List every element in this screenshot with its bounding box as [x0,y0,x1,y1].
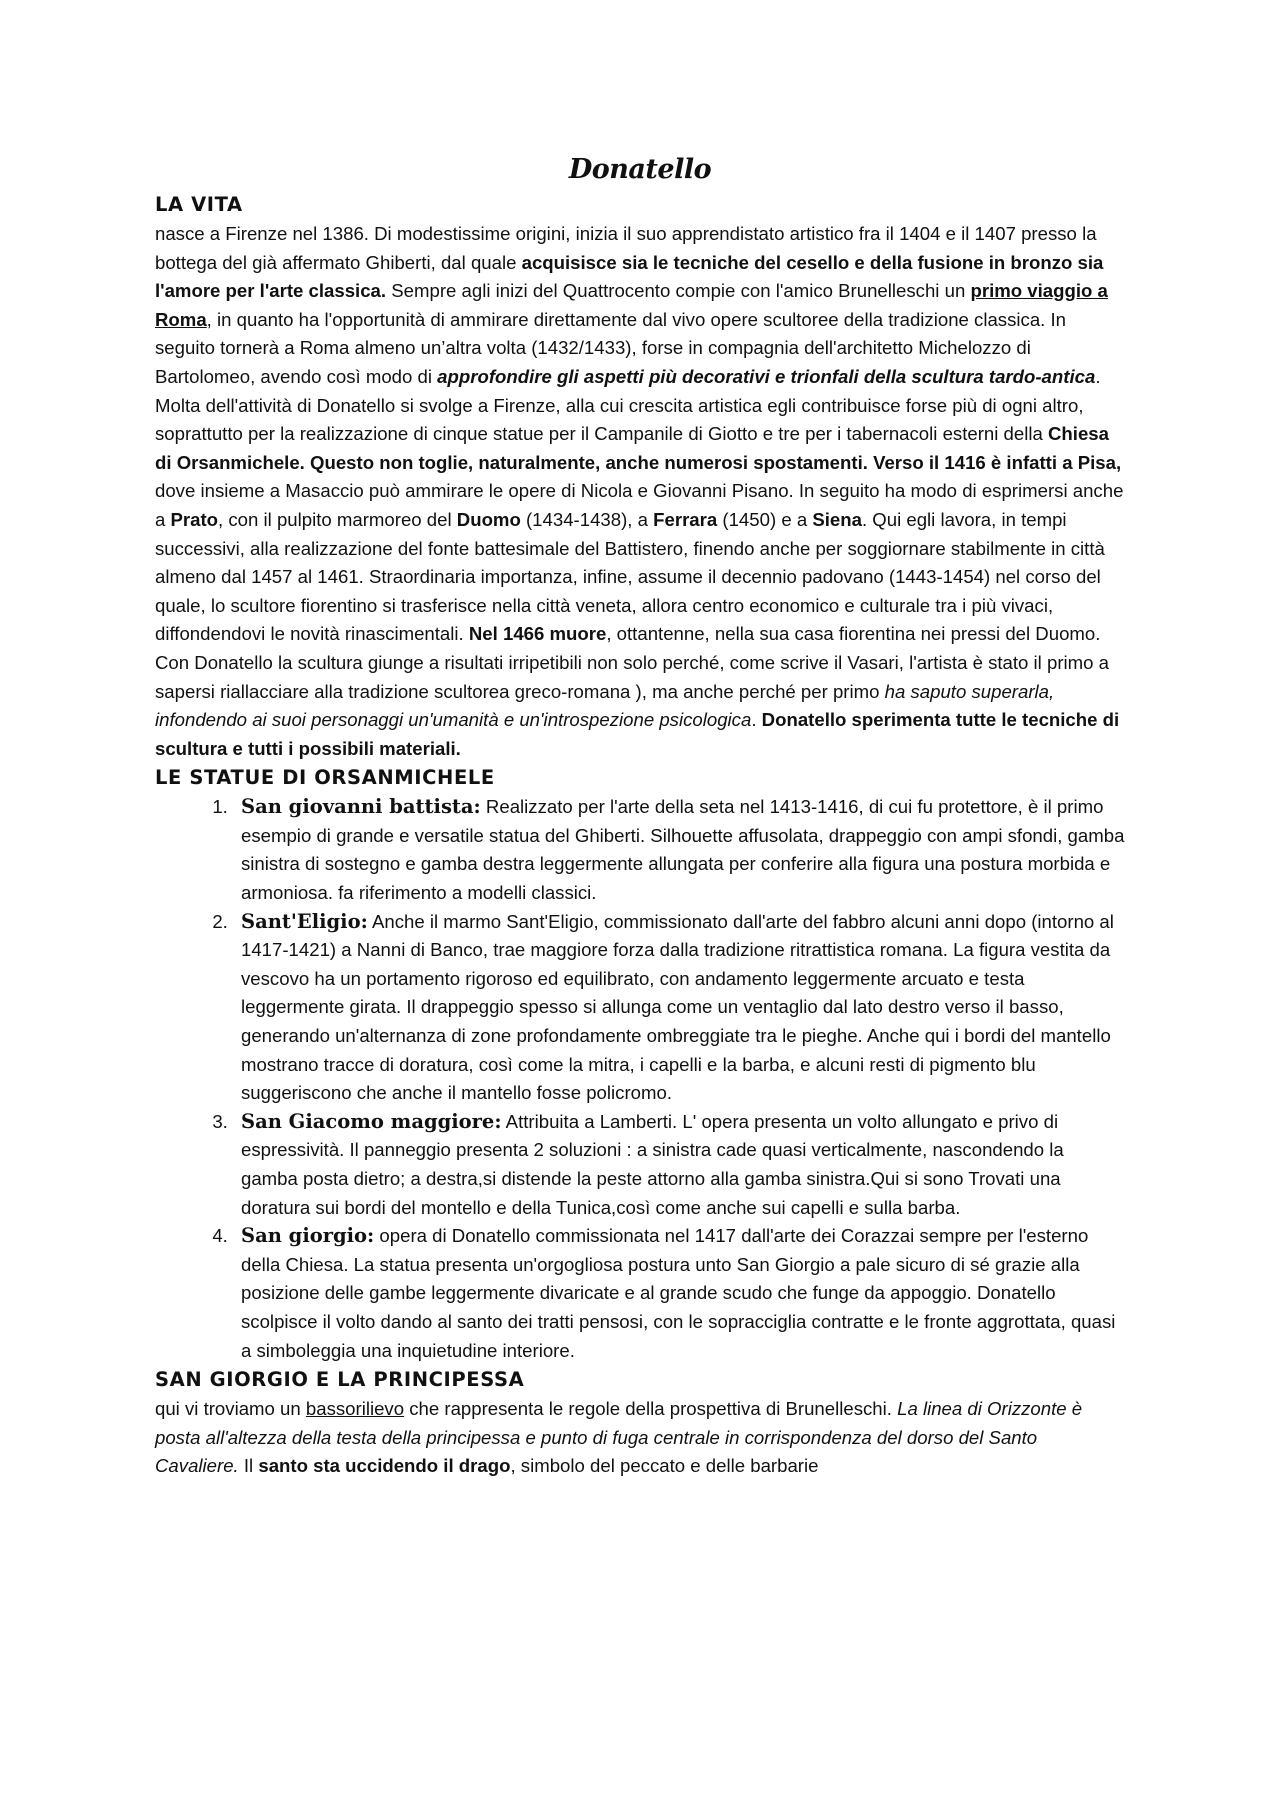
list-item [233,1108,1125,1222]
text-run: (1434-1438), a [520,508,654,530]
item-text: Attribuita a Lamberti. L' opera presenta un volto allungato e privo di espressività. Il panneggio presenta 2 soluzioni : a sinistra cade quasi verticalmente, nascondendo la gamba posta dietro; a destra,si distende la peste attorno alla gamba sinistra.Qui si sono Trovati una doratura sui bordi del montello e della Tunica,così come anche sui capelli e sulla barba. [241,1110,1064,1218]
list-item [233,1222,1125,1365]
text-run: dove insieme a Masaccio può ammirare le opere di Nicola e Giovanni Pisano. In seguito ha modo di esprimersi anche a [155,480,1124,530]
text-run: . [751,709,762,731]
text-run: (1450) e a [717,508,813,530]
text-run: . Qui egli lavora, in tempi successivi, alla realizzazione del fonte battesimale del Battistero, finendo anche per soggiornare stabilmente in città almeno dal 1457 al 1461. Straordinaria importanza, infine, assume il decennio padovano (1443-1454) nel corso del quale, lo scultore fiorentino si trasferisce nella città veneta, allora centro economico e culturale tra i più vivaci, diffondendovi le novità rinascimentali. [155,508,1105,645]
text-run: . Molta dell'attività di Donatello si svolge a Firenze, alla cui crescita artistica egli contribuisce forse più di ogni altro, soprattutto per la realizzazione di cinque statue per il Campanile di Giotto e tre per i tabernacoli esterni della [155,365,1101,445]
paragraph-giorgio [155,1395,1125,1481]
list-item [233,908,1125,1108]
bold-text: Prato [170,508,219,530]
bold-text: Chiesa di Orsanmichele. Questo non toglie, naturalmente, anche numerosi spostamenti. Verso il 1416 è infatti a Pisa, [155,423,1122,473]
text-run: Il [238,1455,259,1477]
item-text: opera di Donatello commissionata nel 1417 dall'arte dei Corazzai sempre per l'esterno della Chiesa. La statua presenta un'orgogliosa postura unto San Giorgio a pale sicuro di sé grazie alla posizione delle gambe leggermente divaricate e al grande scudo che funge da appoggio. Donatello scolpisce il volto dando al santo dei tratti pensosi, con le sopracciglia contratte e le fronte aggrottata, quasi a simboleggia una inquietudine interiore. [241,1225,1116,1361]
underlined-text: bassorilievo [305,1398,405,1420]
text-run: , con il pulpito marmoreo del [218,508,457,530]
underlined-bold-text: primo viaggio a Roma [155,280,1108,330]
text-run: che rappresenta le regole della prospettiva di Brunelleschi. [404,1398,898,1420]
item-title: San giovanni battista: [241,795,481,819]
section-heading-giorgio: SAN GIORGIO E LA PRINCIPESSA [155,1368,525,1392]
section-heading-statues: LE STATUE DI ORSANMICHELE [155,766,495,790]
text-run: , in quanto ha l'opportunità di ammirare direttamente dal vivo opere scultoree della tradizione classica. In seguito tornerà a Roma almeno un’altra volta (1432/1433), forse in compagnia dell'architetto Michelozzo di Bartolomeo, avendo così modo di [155,308,1067,387]
document-page [155,150,1125,1481]
text-run: , ottantenne, nella sua casa fiorentina nei pressi del Duomo. Con Donatello la scultura giunge a risultati irripetibili non solo perché, come scrive il Vasari, l'artista è stato il primo a sapersi riallacciare alla tradizione scultorea greco-romana ), ma anche perché per primo [155,623,1109,702]
item-text: Anche il marmo Sant'Eligio, commissionato dall'arte del fabbro alcuni anni dopo (intorno al 1417-1421) a Nanni di Banco, trae maggiore forza dalla tradizione ritrattistica romana. La figura vestita da vescovo ha un portamento rigoroso ed equilibrato, con andamento leggermente arcuato e testa leggermente girata. Il drappeggio spesso si allunga come un ventaglio dal lato destro verso il basso, generando un'alternanza di zone profondamente ombreggiate tra le pieghe. Anche qui i bordi del mantello mostrano tracce di doratura, così come la mitra, i capelli e la barba, e alcuni resti di pigmento blu suggeriscono che anche il mantello fosse policromo. [241,910,1114,1104]
text-run: qui vi troviamo un [155,1398,306,1420]
bold-text: Donatello sperimenta tutte le tecniche di scultura e tutti i possibili materiali. [155,709,1120,759]
italic-text: La linea di Orizzonte è posta all'altezza della testa della principessa e punto di fuga centrale in corrispondenza del dorso del Santo Cavaliere. [155,1398,1083,1477]
statues-list [155,793,1125,1365]
bold-text: Siena [812,508,862,530]
item-title: San Giacomo maggiore: [241,1109,502,1133]
item-text: Realizzato per l'arte della seta nel 1413-1416, di cui fu protettore, è il primo esempio di grande e versatile statua del Ghiberti. Silhouette affusolata, drappeggio con ampi sfondi, gamba sinistra di sostegno e gamba destra leggermente allungata per conferire alla figura una postura morbida e armoniosa. fa riferimento a modelli classici. [241,796,1125,904]
text-run: , simbolo del peccato e delle barbarie [510,1455,819,1477]
section-heading-vita: LA VITA [155,193,243,216]
page-title: Donatello [568,154,712,185]
item-title: San giorgio: [241,1224,375,1248]
text-run: nasce a Firenze nel 1386. Di modestissime origini, inizia il suo apprendistato artistico fra il 1404 e il 1407 presso la bottega del già affermato Ghiberti, dal quale [155,223,1097,273]
paragraph-vita [155,220,1125,763]
bold-italic-text: approfondire gli aspetti più decorativi e trionfali della scultura tardo-antica [437,365,1096,387]
bold-text: Duomo [456,508,521,530]
bold-text: Ferrara [653,508,718,530]
bold-text: acquisisce sia le tecniche del cesello e della fusione in bronzo sia l'amore per l'arte classica. [155,251,1104,302]
bold-text: santo sta uccidendo il drago [258,1455,511,1477]
list-item [233,793,1125,907]
italic-text: ha saputo superarla, infondendo ai suoi personaggi un'umanità e un'introspezione psicologica [155,680,1055,731]
item-title: Sant'Eligio: [241,909,368,933]
text-run: Sempre agli inizi del Quattrocento compie con l'amico Brunelleschi un [386,280,971,302]
bold-text: Nel 1466 muore [468,623,607,645]
